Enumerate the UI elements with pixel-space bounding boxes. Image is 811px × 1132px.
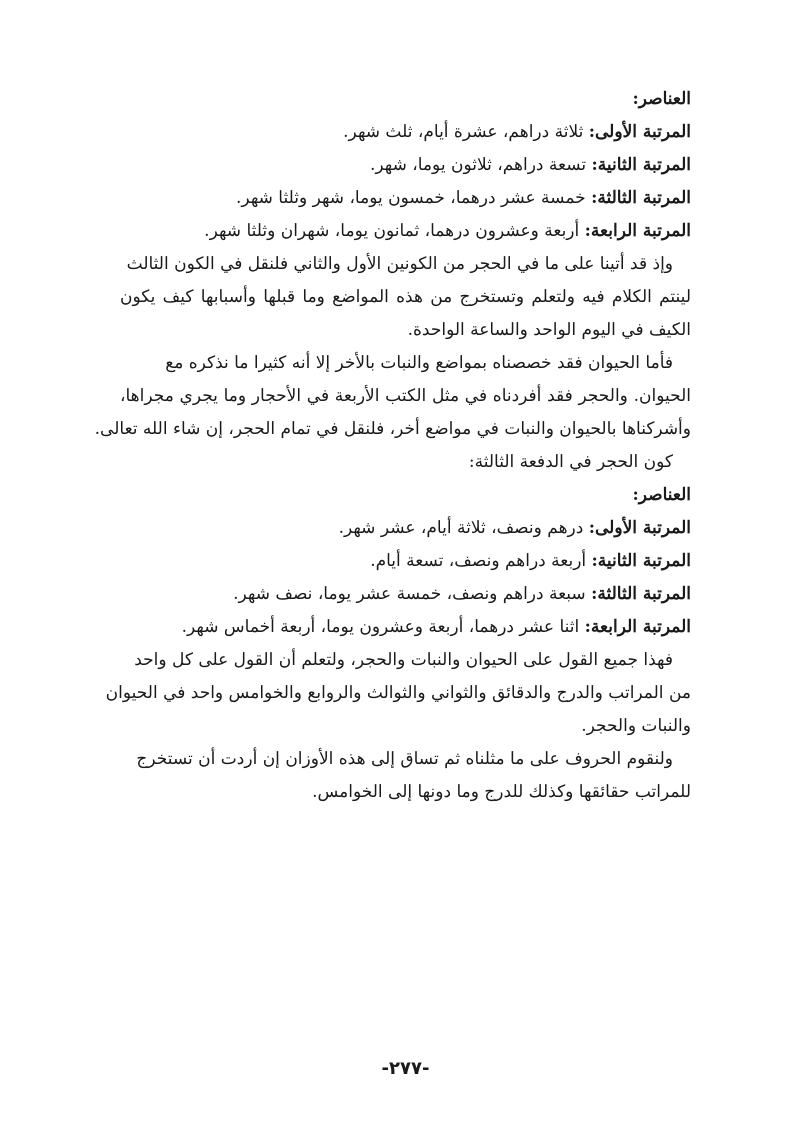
page-number: -٢٧٧- <box>381 1058 430 1079</box>
rank-1-line <box>343 124 691 141</box>
paragraph-line: من المراتب والدرج والدقائق والثواني والثوالث والروابع والخوامس واحد في الحيوان <box>105 683 691 703</box>
rank-label: المرتبة الأولى: <box>588 518 691 538</box>
paragraph-line: الكيف في اليوم الواحد والساعة الواحدة. <box>407 320 691 340</box>
rank-1-line <box>339 520 691 537</box>
rank-values: سبعة دراهم ونصف، خمسة عشر يوما، نصف شهر. <box>233 584 592 604</box>
rank-4-line <box>182 619 691 636</box>
rank-values: اثنا عشر درهما، أربعة وعشرون يوما، أربعة أخماس شهر. <box>181 617 585 637</box>
rank-values: درهم ونصف، ثلاثة أيام، عشر شهر. <box>338 518 589 538</box>
rank-label: المرتبة الثانية: <box>591 551 691 571</box>
heading-label: العناصر: <box>632 89 691 109</box>
rank-3-line <box>233 586 691 603</box>
rank-3-line <box>236 190 691 207</box>
rank-label: المرتبة الثالثة: <box>591 188 691 208</box>
rank-label: المرتبة الأولى: <box>588 122 691 142</box>
rank-2-line <box>370 553 691 570</box>
rank-label: المرتبة الثانية: <box>591 155 691 175</box>
paragraph-line: فأما الحيوان فقد خصصناه بمواضع والنبات بالأخر إلا أنه كثيرا ما نذكره مع <box>165 353 673 373</box>
paragraph-line: وأشركناها بالحيوان والنبات في مواضع أخر، فلنقل في تمام الحجر، إن شاء الله تعالى. <box>94 419 691 439</box>
paragraph-line: الحيوان. والحجر فقد أفردناه في مثل الكتب الأربعة في الأحجار وما يجري مجراها، <box>120 386 691 406</box>
rank-values: أربعة وعشرون درهما، ثمانون يوما، شهران وثلثا شهر. <box>204 221 585 241</box>
rank-4-line <box>204 223 691 240</box>
rank-values: ثلاثة دراهم، عشرة أيام، ثلث شهر. <box>343 122 589 142</box>
heading-elements-1 <box>632 91 691 108</box>
rank-2-line <box>370 157 691 174</box>
rank-label: المرتبة الثالثة: <box>591 584 691 604</box>
paragraph-line: وإذ قد أتينا على ما في الحجر من الكونين الأول والثاني فلنقل في الكون الثالث <box>126 254 673 274</box>
rank-label: المرتبة الرابعة: <box>584 221 691 241</box>
heading-label: العناصر: <box>632 485 691 505</box>
paragraph-line: ولنقوم الحروف على ما مثلناه ثم تساق إلى هذه الأوزان إن أردت أن تستخرج <box>136 749 673 769</box>
paragraph-line: والنبات والحجر. <box>581 716 691 736</box>
rank-values: تسعة دراهم، ثلاثون يوما، شهر. <box>370 155 592 175</box>
rank-values: خمسة عشر درهما، خمسون يوما، شهر وثلثا شهر. <box>236 188 592 208</box>
paragraph-line: للمراتب حقائقها وكذلك للدرج وما دونها إلى الخوامس. <box>312 782 691 802</box>
rank-values: أربعة دراهم ونصف، تسعة أيام. <box>370 551 592 571</box>
paragraph-line: فهذا جميع القول على الحيوان والنبات والحجر، ولتعلم أن القول على كل واحد <box>134 650 673 670</box>
section-title: كون الحجر في الدفعة الثالثة: <box>468 452 673 472</box>
rank-label: المرتبة الرابعة: <box>584 617 691 637</box>
paragraph-line: لينتم الكلام فيه ولتعلم وتستخرج من هذه المواضع وما قبلها وأسبابها كيف يكون <box>120 287 691 307</box>
heading-elements-2 <box>632 487 691 504</box>
